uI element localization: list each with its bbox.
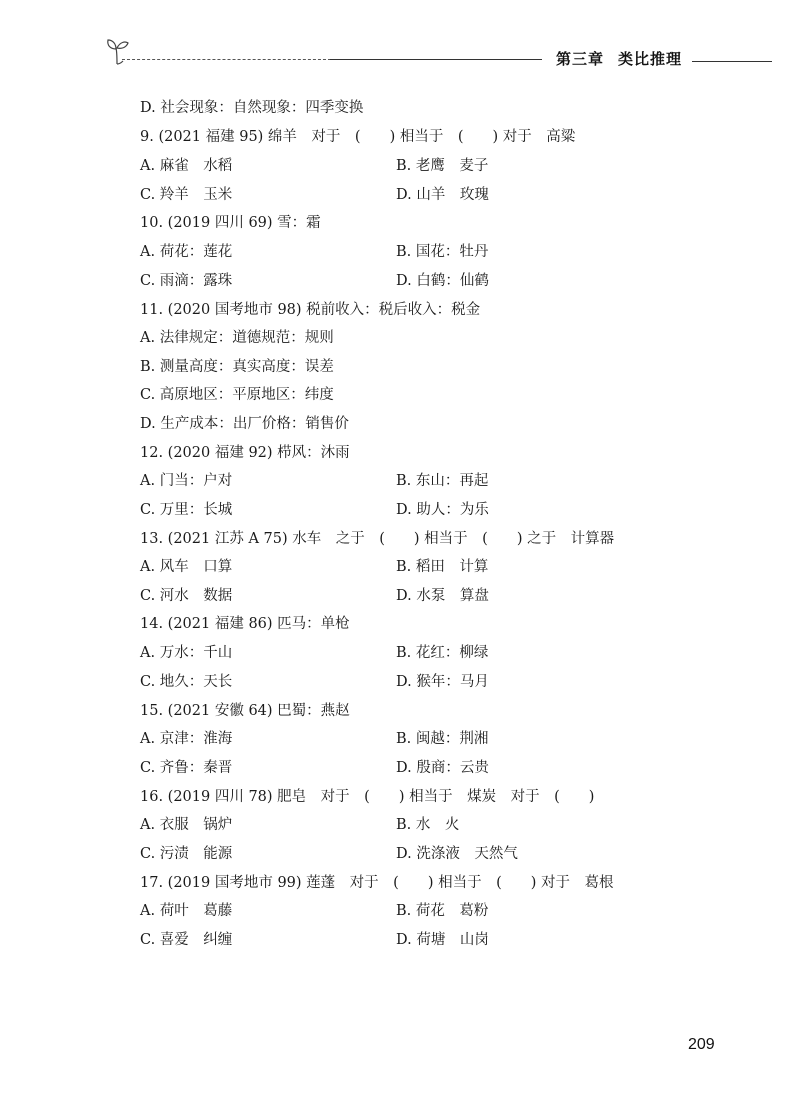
option-right: D. 水泵 算盘 [396, 588, 489, 604]
option-left: A. 荷叶 葛藤 [140, 903, 233, 919]
question-stem: 10. (2019 四川 69) 雪：霜 [140, 215, 321, 231]
option-right: B. 闽越：荆湘 [396, 731, 489, 747]
option-right: B. 花红：柳绿 [396, 645, 489, 661]
question-stem: 11. (2020 国考地市 98) 税前收入：税后收入：税金 [140, 302, 481, 318]
option-left: A. 门当：户对 [140, 473, 233, 489]
header-right-rule [692, 61, 772, 62]
option-left: A. 荷花：莲花 [140, 244, 233, 260]
option-right: B. 水 火 [396, 817, 460, 833]
question-stem: 15. (2021 安徽 64) 巴蜀：燕赵 [140, 703, 350, 719]
option-right: D. 猴年：马月 [396, 674, 489, 690]
option-right: D. 洗涤液 天然气 [396, 846, 518, 862]
option-left: A. 麻雀 水稻 [140, 158, 233, 174]
option-line: D. 生产成本：出厂价格：销售价 [140, 416, 349, 432]
sprout-icon [104, 36, 130, 66]
option-line: A. 法律规定：道德规范：规则 [140, 330, 334, 346]
option-left: C. 河水 数据 [140, 588, 233, 604]
option-left: C. 污渍 能源 [140, 846, 233, 862]
option-right: D. 荷塘 山岗 [396, 932, 489, 948]
running-header [556, 48, 682, 69]
option-left: C. 万里：长城 [140, 502, 233, 518]
option-right: B. 老鹰 麦子 [396, 158, 489, 174]
option-right: B. 国花：牡丹 [396, 244, 489, 260]
question-stem: 12. (2020 福建 92) 栉风：沐雨 [140, 445, 350, 461]
option-right: B. 荷花 葛粉 [396, 903, 489, 919]
header-solid-rule [330, 59, 542, 60]
option-left: C. 喜爱 纠缠 [140, 932, 233, 948]
question-stem: 9. (2021 福建 95) 绵羊 对于 ( ) 相当于 ( ) 对于 高粱 [140, 129, 576, 145]
section-label: 类比推理 [618, 50, 683, 68]
chapter-label: 第三章 [556, 50, 605, 68]
option-right: D. 殷商：云贵 [396, 760, 489, 776]
option-line: C. 高原地区：平原地区：纬度 [140, 387, 334, 403]
option-right: D. 白鹤：仙鹤 [396, 273, 489, 289]
option-line: D. 社会现象：自然现象：四季变换 [140, 100, 364, 116]
option-right: B. 稻田 计算 [396, 559, 489, 575]
option-left: A. 风车 口算 [140, 559, 233, 575]
question-stem: 16. (2019 四川 78) 肥皂 对于 ( ) 相当于 煤炭 对于 ( ) [140, 789, 595, 805]
option-left: C. 雨滴：露珠 [140, 273, 233, 289]
option-left: A. 衣服 锅炉 [140, 817, 233, 833]
option-left: A. 万水：千山 [140, 645, 233, 661]
question-stem: 13. (2021 江苏 A 75) 水车 之于 ( ) 相当于 ( ) 之于 计算器 [140, 531, 615, 547]
option-left: C. 地久：天长 [140, 674, 233, 690]
question-stem: 17. (2019 国考地市 99) 莲蓬 对于 ( ) 相当于 ( ) 对于 葛根 [140, 875, 614, 891]
option-right: D. 山羊 玫瑰 [396, 187, 489, 203]
page-number: 209 [688, 1036, 715, 1053]
option-line: B. 测量高度：真实高度：误差 [140, 359, 334, 375]
option-left: C. 齐鲁：秦晋 [140, 760, 233, 776]
option-right: D. 助人：为乐 [396, 502, 489, 518]
option-right: B. 东山：再起 [396, 473, 489, 489]
option-left: A. 京津：淮海 [140, 731, 233, 747]
option-left: C. 羚羊 玉米 [140, 187, 233, 203]
question-stem: 14. (2021 福建 86) 匹马：单枪 [140, 616, 350, 632]
